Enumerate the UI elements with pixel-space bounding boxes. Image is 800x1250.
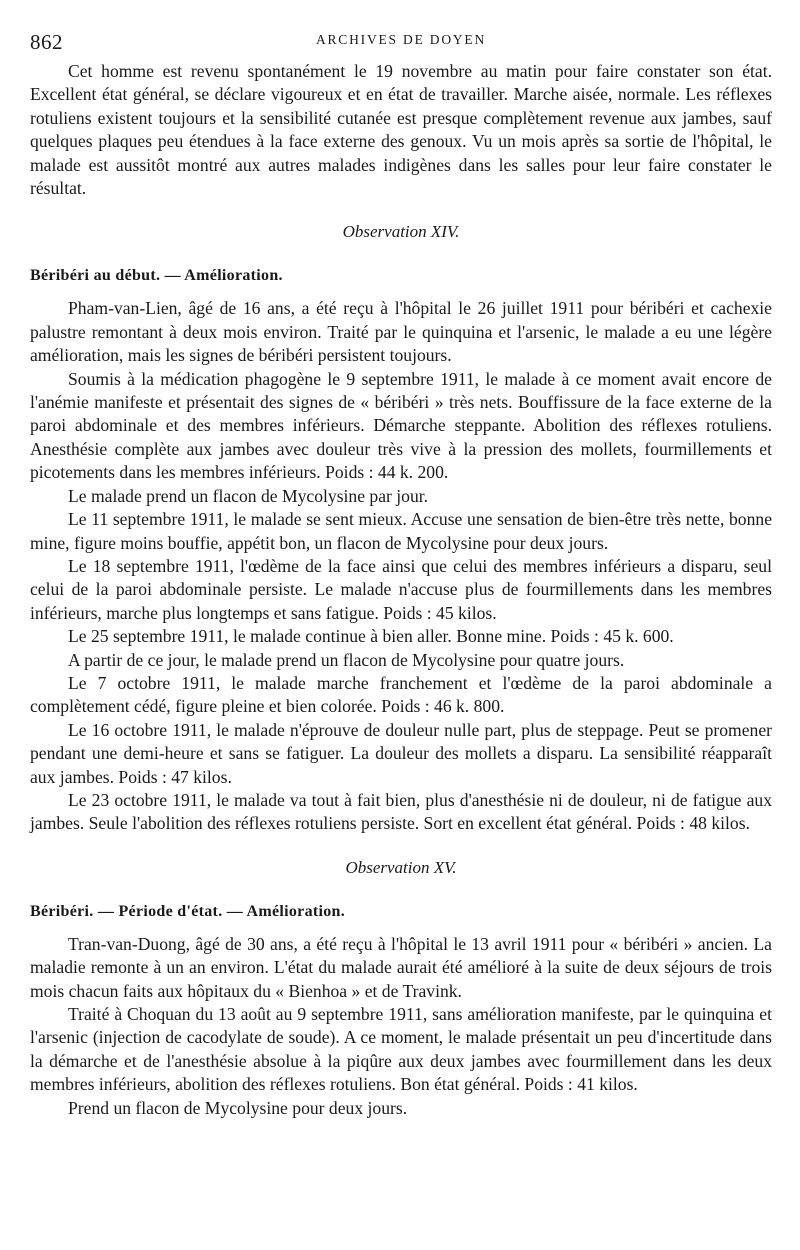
running-header bbox=[30, 26, 772, 60]
observation-xv-subtitle: Béribéri. — Période d'état. — Amélioration. bbox=[30, 902, 346, 920]
observation-xv-heading: Observation XV. bbox=[345, 857, 457, 877]
obs-xiv-paragraph: Le 16 octobre 1911, le malade n'éprouve de douleur nulle part, plus de steppage. Peut se promener pendant une demi-heure et sans se fatiguer. La douleur des mollets a disparu. La sensibilité réapparaît aux jambes. Poids : 47 kilos. bbox=[30, 719, 772, 787]
obs-xiv-paragraph: Le 7 octobre 1911, le malade marche franchement et l'œdème de la paroi abdominale a complètement cédé, figure pleine et bien colorée. Poids : 46 k. 800. bbox=[30, 672, 772, 717]
observation-xiv-subtitle: Béribéri au début. — Amélioration. bbox=[30, 267, 283, 285]
obs-xiv-paragraph: Le 18 septembre 1911, l'œdème de la face ainsi que celui des membres inférieurs a disparu, seul celui de la paroi abdominale persiste. Le malade n'accuse plus de fourmillements dans les membres inférieurs, marche plus longtemps et sans fatigue. Poids : 45 kilos. bbox=[30, 555, 772, 623]
obs-xiv-paragraph: Le malade prend un flacon de Mycolysine par jour. bbox=[68, 485, 429, 506]
obs-xv-paragraph: Traité à Choquan du 13 août au 9 septembre 1911, sans amélioration manifeste, par le quinquina et l'arsenic (injection de cacodylate de soude). A ce moment, le malade présentait un peu d'incertitude dans la démarche et de l'anesthésie absolue à la piqûre aux deux jambes avec fourmillement dans les deux membres inférieurs, abolition des réflexes rotuliens. Bon état général. Poids : 41 kilos. bbox=[30, 1004, 772, 1095]
obs-xiv-paragraph: Soumis à la médication phagogène le 9 septembre 1911, le malade à ce moment avait encore de l'anémie manifeste et présentait des signes de « béribéri » très nets. Bouffissure de la face externe de la paroi abdominale et des membres inférieurs. Démarche steppante. Abolition des réflexes rotuliens. Anesthésie complète aux jambes avec douleur très vive à la pression des mollets, fourmillements et picotements dans les membres inférieurs. Poids : 44 k. 200. bbox=[30, 368, 772, 483]
obs-xiv-paragraph: A partir de ce jour, le malade prend un flacon de Mycolysine pour quatre jours. bbox=[68, 649, 625, 670]
obs-xiv-paragraph: Le 23 octobre 1911, le malade va tout à fait bien, plus d'anesthésie ni de douleur, ni de fatigue aux jambes. Seule l'abolition des réflexes rotuliens persiste. Sort en excellent état général. Poids : 48 kilos. bbox=[30, 789, 772, 834]
obs-xiv-paragraph: Pham-van-Lien, âgé de 16 ans, a été reçu à l'hôpital le 26 juillet 1911 pour béribéri et cachexie palustre remontant à deux mois environ. Traité par le quinquina et l'arsenic, le malade a eu une légère amélioration, mais les signes de béribéri persistent toujours. bbox=[30, 298, 772, 366]
obs-xiv-paragraph: Le 11 septembre 1911, le malade se sent mieux. Accuse une sensation de bien-être très nette, bonne mine, figure moins bouffie, appétit bon, un flacon de Mycolysine pour deux jours. bbox=[30, 509, 772, 553]
obs-xv-paragraph: Tran-van-Duong, âgé de 30 ans, a été reçu à l'hôpital le 13 avril 1911 pour « béribéri » ancien. La maladie remonte à un an environ. L'état du malade aurait été amélioré à la suite de deux séjours de trois mois chacun faits aux hôpitaux du « Bienhoa » et de Travink. bbox=[30, 933, 772, 1001]
obs-xiv-paragraph: Le 25 septembre 1911, le malade continue à bien aller. Bonne mine. Poids : 45 k. 600. bbox=[68, 626, 674, 647]
intro-paragraph: Cet homme est revenu spontanément le 19 novembre au matin pour faire constater son état. Excellent état général, se déclare vigoureux et en état de travailler. Marche aisée, normale. Les réflexes rotuliens existent toujours et la sensibilité cutanée est presque complètement revenue aux jambes, sauf quelques plaques peu étendues à la face externe des genoux. Vu un mois après sa sortie de l'hôpital, le malade est aussitôt montré aux autres malades indigènes dans les salles pour leur faire constater le résultat. bbox=[30, 61, 772, 199]
journal-title: ARCHIVES DE DOYEN bbox=[315, 32, 487, 47]
page-number: 862 bbox=[30, 30, 63, 54]
observation-xiv-heading: Observation XIV. bbox=[342, 222, 460, 242]
obs-xv-paragraph: Prend un flacon de Mycolysine pour deux jours. bbox=[68, 1097, 408, 1118]
